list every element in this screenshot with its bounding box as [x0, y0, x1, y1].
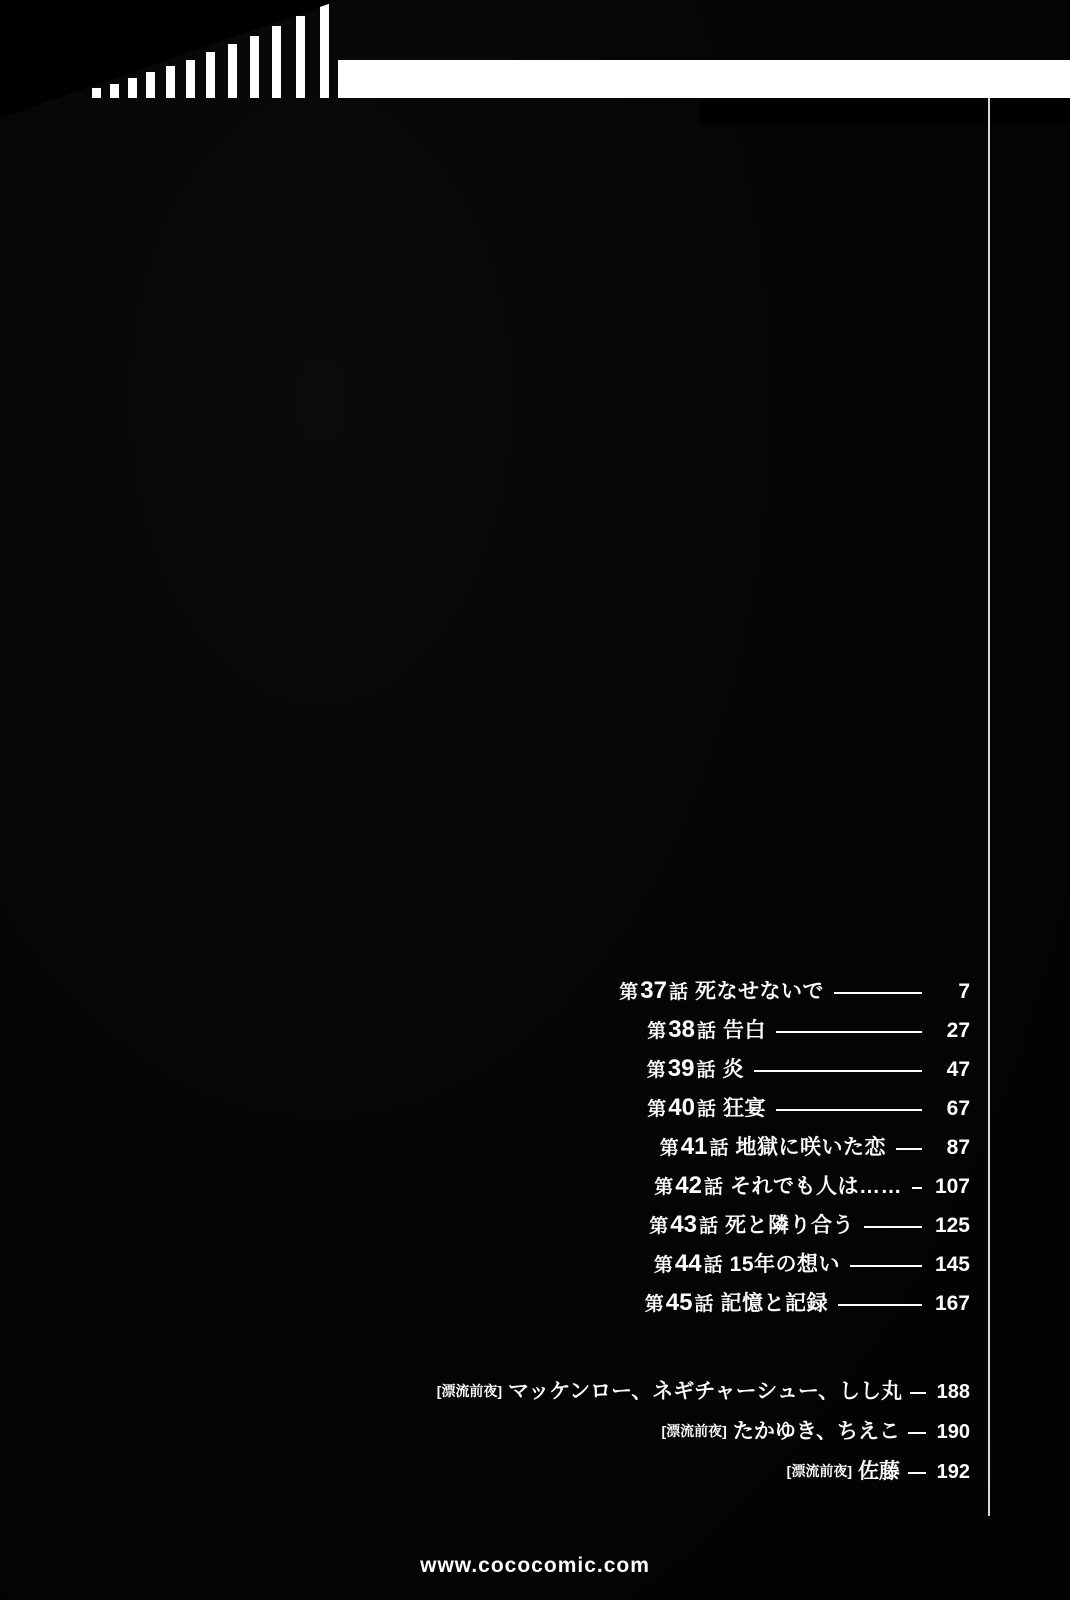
page-number: 192: [936, 1461, 970, 1483]
toc-row[interactable]: [520, 1092, 970, 1131]
chapter-index: 39: [667, 1055, 695, 1082]
leader-line: [910, 1392, 926, 1394]
page-number: 27: [946, 1019, 970, 1042]
page-number: 47: [946, 1058, 970, 1081]
chapter-number: [654, 1172, 723, 1200]
leader-line: [896, 1148, 922, 1150]
chapter-unit: 話: [703, 1255, 723, 1276]
page-number: 190: [936, 1421, 970, 1443]
chapter-number: [660, 1133, 729, 1161]
leader-line: [776, 1031, 922, 1033]
chapter-index: 42: [675, 1172, 702, 1199]
chapter-index: 44: [674, 1250, 702, 1277]
decorative-tick: [186, 60, 195, 98]
decorative-tick: [296, 16, 305, 98]
toc-row[interactable]: [520, 1170, 970, 1209]
chapter-unit: 話: [668, 982, 688, 1003]
chapter-unit: 話: [703, 1177, 723, 1198]
chapter-index: 43: [670, 1211, 697, 1238]
extra-title: マッケンロー、ネギチャーシュー、しし丸: [508, 1380, 902, 1403]
chapter-prefix: 第: [644, 1294, 664, 1315]
extra-row[interactable]: [370, 1375, 970, 1415]
chapter-index: 37: [640, 977, 667, 1004]
leader-line: [838, 1304, 922, 1306]
decorative-tick: [228, 44, 237, 98]
extra-title: 佐藤: [858, 1460, 900, 1483]
chapter-number: [647, 1055, 716, 1083]
leader-line: [864, 1226, 922, 1228]
toc-row[interactable]: [520, 1053, 970, 1092]
chapter-unit: 話: [709, 1138, 729, 1159]
chapter-title: 狂宴: [723, 1097, 766, 1120]
page-number: 125: [934, 1214, 970, 1237]
extra-tag: [漂流前夜]: [436, 1383, 503, 1399]
decorative-tick: [146, 72, 155, 98]
title-mask: [700, 98, 1070, 124]
extra-title: たかゆき、ちえこ: [732, 1420, 900, 1443]
page-number: 7: [958, 980, 970, 1003]
toc-row[interactable]: [520, 1131, 970, 1170]
leader-line: [912, 1187, 922, 1189]
extras-list: [370, 1375, 970, 1495]
chapter-prefix: 第: [619, 982, 639, 1003]
chapter-number: [645, 1289, 714, 1317]
chapter-number: [654, 1250, 723, 1278]
toc-row[interactable]: [520, 1248, 970, 1287]
chapter-title: 告白: [723, 1019, 766, 1042]
chapter-title: 炎: [722, 1058, 744, 1081]
chapter-prefix: 第: [647, 1021, 667, 1042]
chapter-title: 15年の想い: [729, 1253, 840, 1276]
chapter-number: [647, 1094, 716, 1122]
leader-line: [850, 1265, 922, 1267]
chapter-index: 38: [668, 1016, 695, 1043]
chapter-index: 41: [680, 1133, 708, 1160]
toc-row[interactable]: [520, 975, 970, 1014]
page-number: 167: [934, 1292, 970, 1315]
extra-tag: [漂流前夜]: [661, 1423, 727, 1439]
chapter-title: 死なせないで: [695, 980, 824, 1003]
chapter-index: 40: [668, 1094, 695, 1121]
chapter-title: 死と隣り合う: [725, 1214, 854, 1237]
chapter-title: 記憶と記録: [720, 1292, 828, 1315]
chapter-prefix: 第: [659, 1138, 679, 1159]
site-watermark: www.cococomic.com: [420, 1554, 650, 1577]
page-number: 145: [934, 1253, 970, 1276]
chapter-prefix: 第: [647, 1099, 667, 1120]
decorative-tick: [166, 66, 175, 98]
chapter-unit: 話: [698, 1216, 718, 1237]
chapter-prefix: 第: [654, 1177, 674, 1198]
chapter-unit: 話: [696, 1021, 716, 1042]
leader-line: [776, 1109, 922, 1111]
page-header: [0, 0, 1070, 120]
chapter-unit: 話: [696, 1099, 716, 1120]
toc-row[interactable]: [520, 1014, 970, 1053]
toc-row[interactable]: [520, 1287, 970, 1326]
extra-row[interactable]: [370, 1415, 970, 1455]
extra-row[interactable]: [370, 1455, 970, 1495]
chapter-number: [619, 977, 688, 1005]
chapter-title: それでも人は……: [730, 1175, 902, 1198]
chapter-unit: 話: [694, 1294, 714, 1315]
page-number: 188: [936, 1381, 970, 1403]
decorative-tick: [128, 78, 137, 98]
decorative-tick: [320, 2, 329, 98]
decorative-tick: [272, 26, 281, 98]
decorative-tick: [110, 84, 119, 98]
chapter-index: 45: [665, 1289, 693, 1316]
decorative-tick: [206, 52, 215, 98]
table-of-contents: [520, 975, 970, 1326]
chapter-unit: 話: [696, 1060, 716, 1081]
chapter-number: [647, 1016, 716, 1044]
decorative-tick: [92, 88, 101, 98]
chapter-prefix: 第: [646, 1060, 666, 1081]
toc-row[interactable]: [520, 1209, 970, 1248]
vertical-rule: [988, 98, 990, 1516]
extra-tag: [漂流前夜]: [786, 1463, 852, 1479]
leader-line: [908, 1472, 926, 1474]
page-number: 87: [946, 1136, 970, 1159]
page-number: 107: [934, 1175, 970, 1198]
chapter-title: 地獄に咲いた恋: [735, 1136, 886, 1159]
leader-line: [834, 992, 922, 994]
decorative-tick: [250, 36, 259, 98]
leader-line: [754, 1070, 922, 1072]
leader-line: [908, 1432, 926, 1434]
chapter-number: [649, 1211, 718, 1239]
page-title: CONTENTS: [806, 63, 1027, 93]
chapter-prefix: 第: [649, 1216, 669, 1237]
page-number: 67: [946, 1097, 970, 1120]
chapter-prefix: 第: [653, 1255, 673, 1276]
